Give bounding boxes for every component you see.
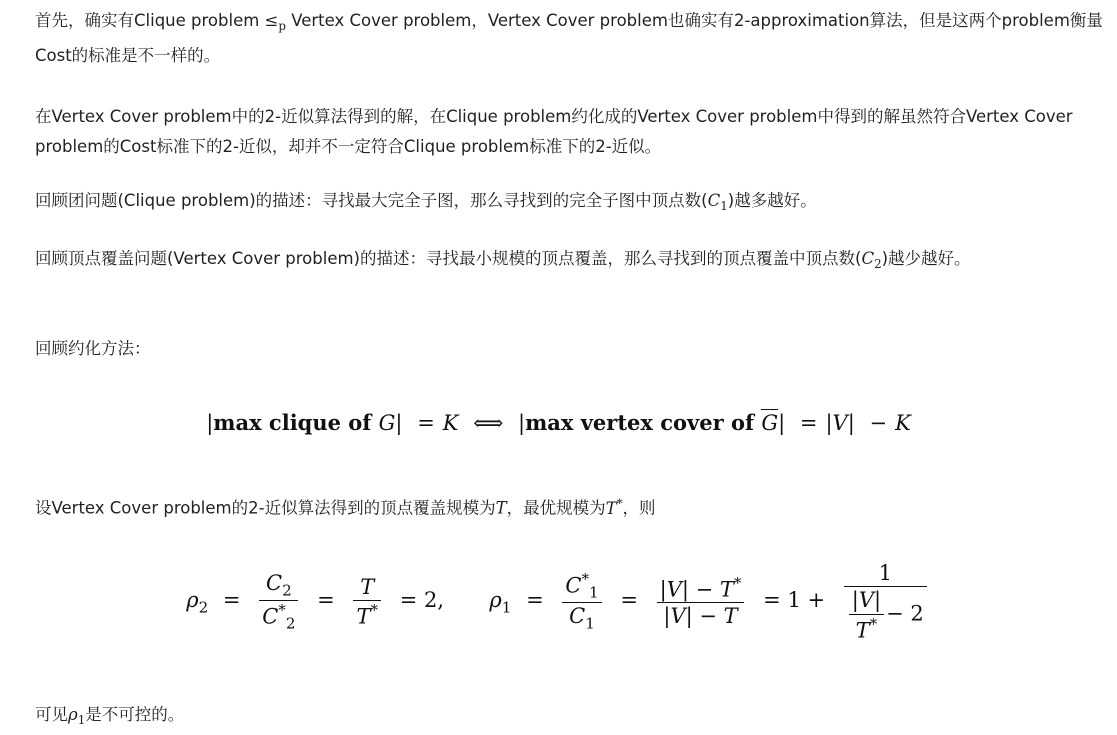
t-symbol: T xyxy=(495,498,507,518)
paragraph-approximation: 在Vertex Cover problem中的2-近似算法得到的解，在Clique problem约化成的Vertex Cover problem中得到的解虽然符合Vertex Cover problem的Cost标准下的2-近似，却并不一定符合Clique problem标准下的2-近似。 xyxy=(35,107,1073,156)
paragraph-intro xyxy=(35,6,1105,71)
c1-symbol: $C_1$ xyxy=(707,191,728,214)
intro-text-a: 首先，确实有Clique problem xyxy=(35,11,265,30)
rho1-symbol: $\rho_1$ xyxy=(489,588,512,617)
iff-symbol: ⟺ xyxy=(473,411,504,435)
paragraph-setup: 设Vertex Cover problem的2-近似算法得到的顶点覆盖规模为T，最优规模为T*，则 xyxy=(35,496,656,518)
paragraph-vertex-cover: 回顾顶点覆盖问题(Vertex Cover problem)的描述：寻找最小规模的顶点覆盖，那么寻找到的顶点覆盖中顶点数$(C_2)$越少越好。 xyxy=(35,249,971,272)
fraction-v-t: $\frac{|V| - T^*}{|V| - T}$ xyxy=(657,574,745,630)
c2-symbol: $C_2$ xyxy=(861,249,882,272)
paragraph-clique: 回顾团问题(Clique problem)的描述：寻找最大完全子图，那么寻找到的完全子图中顶点数$(C_1)$越多越好。 xyxy=(35,191,817,214)
fraction-nested: 1 $\frac{|V|}{T^*}$ − 2 xyxy=(844,560,927,643)
rho1-inline-symbol: $\rho_1$ xyxy=(68,705,86,728)
intro-text-b: Vertex Cover problem，Vertex Cover problem也确实有2-approximation算法，但是这两个problem衡量Cost的标准是不一样的。 xyxy=(35,11,1103,66)
fraction-t: $\frac{T}{T^*}$ xyxy=(353,574,381,630)
equation-reduction: |max clique of G| = K ⟺ |max vertex cover of G| = |V| − K xyxy=(206,410,911,435)
fraction-c1: $\frac{C^*_1}{C_1}$ xyxy=(562,570,601,634)
paragraph-reduction: 回顾约化方法： xyxy=(35,339,151,358)
equation-ratios: $\rho_2$ = $\frac{C_2}{C^*_2}$ = $\frac{T}{T^*}$ = 2, $\rho_1$ = $\frac{C^*_1}{C_1}$ = $\frac{|V| - T^*}{|V| - T}$ = 1 + 1 $\frac{|V|}{T^*}$ − 2 xyxy=(0,560,1117,643)
leq-p-symbol: $\le_p$ xyxy=(264,11,286,34)
complement-graph: G xyxy=(761,411,779,435)
t-star-symbol: T* xyxy=(605,496,623,518)
fraction-c2: $\frac{C_2}{C^*_2}$ xyxy=(259,570,298,634)
rho2-symbol: $\rho_2$ xyxy=(186,588,209,617)
paragraph-conclusion: 可见$\rho_1$是不可控的。 xyxy=(35,705,185,728)
